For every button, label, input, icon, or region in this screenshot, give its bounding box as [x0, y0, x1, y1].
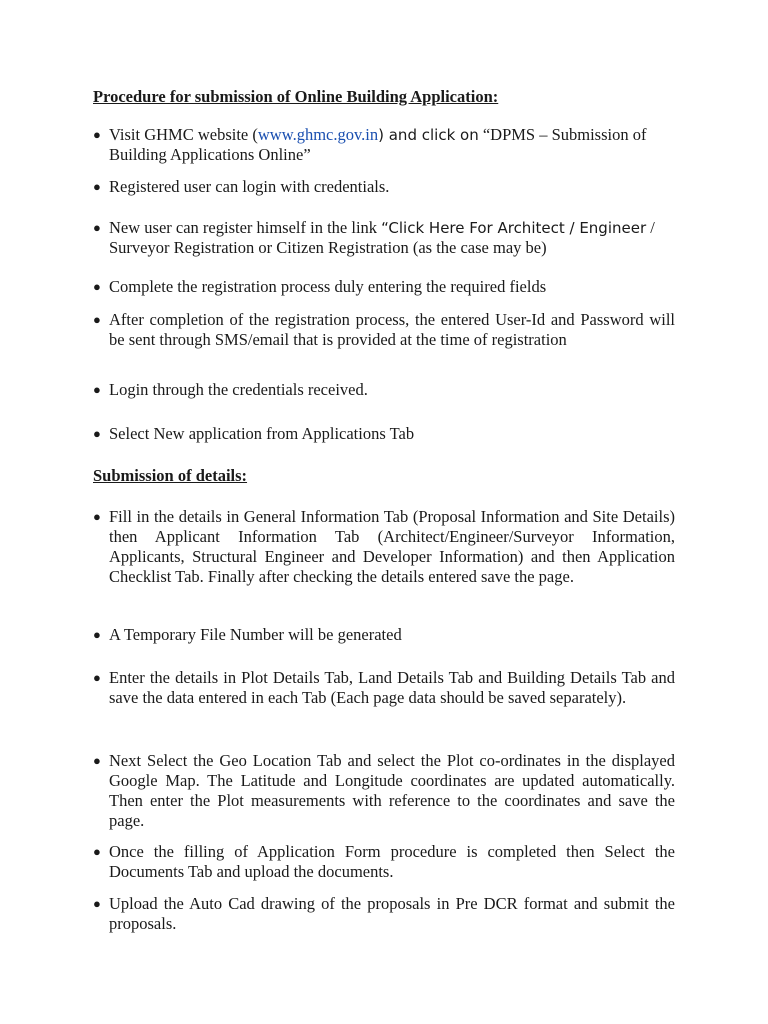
bullet-icon: ●	[93, 753, 101, 768]
list-item-complete-registration: ● Complete the registration process duly entering the required fields	[93, 277, 547, 296]
list-item-select-new-application: ● Select New application from Applications Tab	[93, 424, 415, 443]
bullet-icon: ●	[93, 509, 101, 524]
bullet-icon: ●	[93, 279, 101, 294]
list-item-geo-location: ● Next Select the Geo Location Tab and select the Plot co-ordinates in the displayed Google Map. The Latitude and Longitude coordinates are updated automatically. Then enter the Plot measurements with reference to the coordinates and save the page.	[93, 751, 675, 830]
ghmc-website-link[interactable]: www.ghmc.gov.in	[257, 125, 379, 144]
bullet-icon: ●	[93, 896, 101, 911]
bullet-icon: ●	[93, 220, 101, 235]
bullet-icon: ●	[93, 312, 101, 327]
bullet-icon: ●	[93, 670, 101, 685]
list-item-upload-autocad: ● Upload the Auto Cad drawing of the proposals in Pre DCR format and submit the proposals.	[93, 894, 675, 933]
bullet-icon: ●	[93, 844, 101, 859]
heading-submission-details: Submission of details:	[93, 466, 248, 485]
list-item-fill-details: ● Fill in the details in General Information Tab (Proposal Information and Site Details) then Applicant Information Tab (Architect/Engineer/Surveyor Information, Applicants, Structural Engineer and Developer Information) and then Application Checklist Tab. Finally after checking the details entered save the page.	[93, 507, 675, 586]
list-item-after-completion: ● After completion of the registration process, the entered User-Id and Password will be sent through SMS/email that is provided at the time of registration	[93, 310, 675, 349]
bullet-icon: ●	[93, 382, 101, 397]
bullet-icon: ●	[93, 127, 101, 142]
bullet-icon: ●	[93, 179, 101, 194]
list-item-visit-website: ● Visit GHMC website (www.ghmc.gov.in) and click on “DPMS – Submission of Building Applications Online”	[93, 125, 647, 164]
list-item-registered-user: ● Registered user can login with credentials.	[93, 177, 390, 196]
list-item-plot-details: ● Enter the details in Plot Details Tab, Land Details Tab and Building Details Tab and save the data entered in each Tab (Each page data should be saved separately).	[93, 668, 675, 707]
list-item-new-user: ● New user can register himself in the link “Click Here For Architect / Engineer / Surveyor Registration or Citizen Registration (as the case may be)	[93, 218, 655, 257]
heading-procedure: Procedure for submission of Online Building Application:	[93, 87, 499, 106]
list-item-temporary-file-number: ● A Temporary File Number will be generated	[93, 625, 402, 644]
bullet-icon: ●	[93, 627, 101, 642]
list-item-login: ● Login through the credentials received.	[93, 380, 368, 399]
bullet-icon: ●	[93, 426, 101, 441]
list-item-documents-tab: ● Once the filling of Application Form procedure is completed then Select the Documents Tab and upload the documents.	[93, 842, 675, 881]
